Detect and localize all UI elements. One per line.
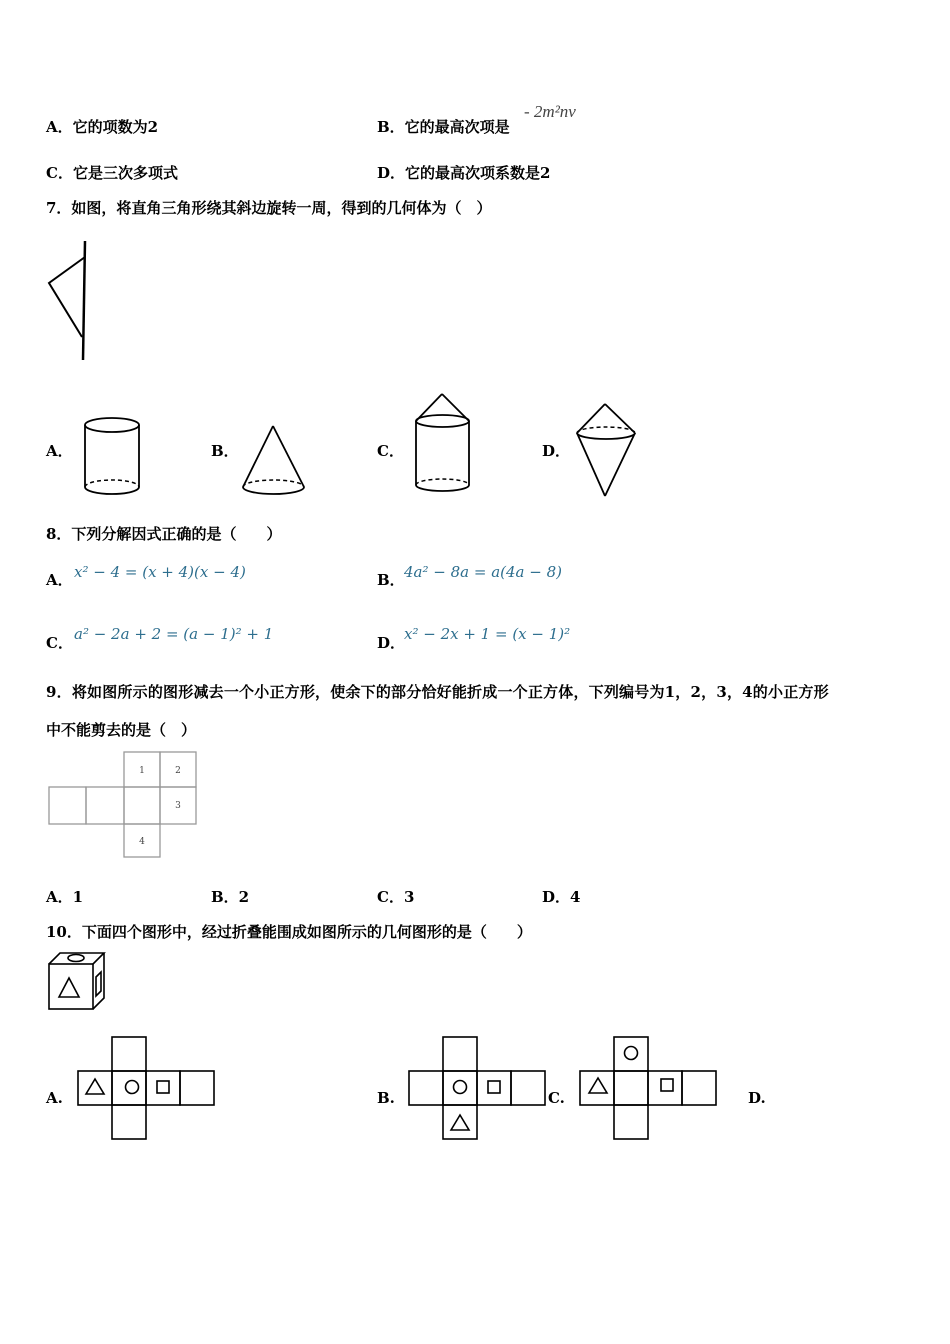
q8-expr-a: x² − 4 = (x + 4)(x − 4) (74, 563, 246, 581)
q10-net-a (76, 1035, 218, 1143)
q7-triangle-figure (40, 235, 100, 365)
q10-label-d: D. (748, 1089, 766, 1107)
q6-option-a: A．它的项数为2 (46, 118, 159, 136)
q7-label-c: C． (377, 442, 404, 460)
q9-cell-4: 4 (139, 837, 145, 847)
q6-option-c: C．它是三次多项式 (46, 164, 178, 182)
q7-stem: 7．如图，将直角三角形绕其斜边旋转一周，得到的几何体为（ ） (46, 199, 492, 217)
triangle-icon (86, 1079, 104, 1094)
q9-cell-2: 2 (175, 766, 181, 776)
q10-label-b: B. (377, 1089, 395, 1107)
q9-cell-1: 1 (139, 766, 145, 776)
q10-cube-figure (46, 950, 110, 1014)
q7-cone-on-cylinder-icon (412, 392, 476, 496)
q9-stem-line-2: 中不能剪去的是（ ） (46, 721, 197, 739)
q9-cell-3: 3 (175, 801, 181, 811)
q8-label-d: D． (377, 634, 406, 652)
q9-option-d: D．4 (542, 888, 581, 906)
q10-stem: 10．下面四个图形中，经过折叠能围成如图所示的几何图形的是（ ） (46, 923, 532, 941)
q9-option-c: C．3 (377, 888, 415, 906)
q6-option-b: B．它的最高次项是 (377, 118, 510, 136)
q7-label-b: B． (211, 442, 239, 460)
q8-stem: 8．下列分解因式正确的是（ ） (46, 525, 282, 543)
q10-label-c: C. (548, 1089, 565, 1107)
q8-label-c: C． (46, 634, 73, 652)
q7-cylinder-icon (82, 415, 144, 497)
q9-stem-line-1: 9．将如图所示的图形减去一个小正方形，使余下的部分恰好能折成一个正方体，下列编号为1，2，3，4的小正方形 (46, 683, 829, 701)
q10-net-b (407, 1035, 549, 1143)
q10-net-c (578, 1035, 720, 1143)
q9-cube-net-figure (46, 750, 200, 860)
q6-option-d: D．它的最高次项系数是2 (377, 164, 551, 182)
q8-expr-c: a² − 2a + 2 = (a − 1)² + 1 (74, 625, 274, 643)
q6-option-b-expression: - 2m²nv (524, 102, 576, 121)
q10-label-a: A. (46, 1089, 63, 1107)
q7-cone-icon (240, 423, 308, 497)
q9-option-a: A．1 (46, 888, 84, 906)
q8-expr-d: x² − 2x + 1 = (x − 1)² (404, 625, 571, 643)
q8-label-b: B． (377, 571, 405, 589)
q9-option-b: B．2 (211, 888, 250, 906)
q8-label-a: A． (46, 571, 73, 589)
q7-double-cone-icon (574, 402, 640, 500)
q7-label-d: D． (542, 442, 571, 460)
q8-expr-b: 4a² − 8a = a(4a − 8) (404, 563, 562, 581)
q7-label-a: A． (46, 442, 73, 460)
